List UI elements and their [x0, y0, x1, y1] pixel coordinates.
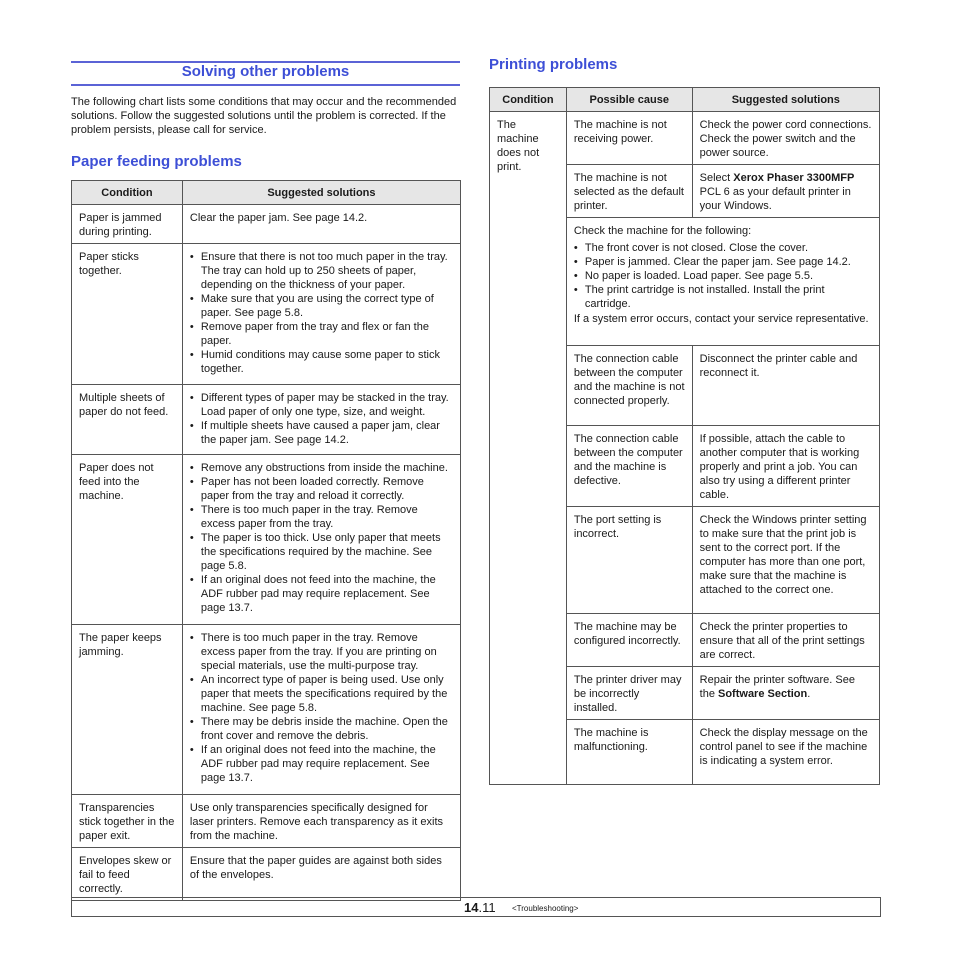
- condition-cell: Paper sticks together.: [72, 244, 183, 385]
- solution-cell: Use only transparencies specifically designed for laser printers. Remove each transparency as it exits from the machine.: [182, 795, 460, 848]
- solution-cell: [182, 625, 460, 795]
- list-item: • If an original does not feed into the machine, the ADF rubber pad may require replacement. See page 13.7.: [190, 743, 453, 785]
- solution-cell: Check the printer properties to ensure that all of the print settings are correct.: [692, 614, 879, 667]
- solution-text: PCL 6 as your default printer in your Windows.: [699, 186, 851, 212]
- table-row: [72, 625, 461, 795]
- solution-cell: [182, 455, 460, 625]
- header-solutions: Suggested solutions: [692, 88, 879, 112]
- header-condition: Condition: [490, 88, 567, 112]
- list-item: • The paper is too thick. Use only paper that meets the specifications required by the machine. See page 5.8.: [190, 531, 453, 573]
- page-footer: [71, 897, 881, 917]
- printing-table: [489, 87, 880, 785]
- product-name: Xerox Phaser 3300MFP: [733, 172, 855, 184]
- solution-cell: [182, 385, 460, 455]
- chapter-label: <Troubleshooting>: [512, 904, 579, 913]
- solution-text: Repair the printer software. See the: [699, 674, 855, 700]
- list-item: • Humid conditions may cause some paper to stick together.: [190, 348, 453, 376]
- paper-feeding-title: Paper feeding problems: [71, 153, 242, 170]
- section-title: Solving other problems: [181, 63, 350, 80]
- list-item: • Different types of paper may be stacked in the tray. Load paper of only one type, size, and weight.: [190, 391, 453, 419]
- list-item: • If multiple sheets have caused a paper jam, clear the paper jam. See page 14.2.: [190, 419, 453, 447]
- list-item: • The front cover is not closed. Close the cover.: [574, 241, 872, 255]
- solution-cell: [692, 667, 879, 720]
- header-solutions: Suggested solutions: [182, 181, 460, 205]
- solution-text: Select: [699, 172, 734, 184]
- cause-cell: The connection cable between the computer and the machine is defective.: [566, 426, 692, 507]
- list-item: • Remove paper from the tray and flex or fan the paper.: [190, 320, 453, 348]
- solution-cell: [182, 244, 460, 385]
- condition-cell: Envelopes skew or fail to feed correctly.: [72, 848, 183, 901]
- condition-cell: The machine does not print.: [490, 112, 567, 785]
- table-row: [72, 205, 461, 244]
- header-cause: Possible cause: [566, 88, 692, 112]
- checklist-cell: [566, 218, 879, 346]
- table-row: [72, 244, 461, 385]
- solution-cell: Check the Windows printer setting to make sure that the print job is sent to the correct port. If the computer has more than one port, make sure that the machine is attached to the correct one.: [692, 507, 879, 614]
- list-item: • Paper is jammed. Clear the paper jam. See page 14.2.: [574, 255, 872, 269]
- solution-cell: Disconnect the printer cable and reconnect it.: [692, 346, 879, 426]
- list-item: • No paper is loaded. Load paper. See page 5.5.: [574, 269, 872, 283]
- page-number-major: 14: [464, 900, 479, 915]
- page-number: [464, 900, 496, 915]
- solution-cell: [692, 165, 879, 218]
- list-item: • The print cartridge is not installed. Install the print cartridge.: [574, 283, 872, 311]
- printing-title: Printing problems: [489, 56, 618, 73]
- table-row: [490, 112, 880, 165]
- table-row: [72, 385, 461, 455]
- software-section-ref: Software Section: [718, 688, 808, 700]
- condition-cell: Transparencies stick together in the paper exit.: [72, 795, 183, 848]
- cause-cell: The printer driver may be incorrectly installed.: [566, 667, 692, 720]
- list-item: • An incorrect type of paper is being used. Use only paper that meets the specifications required by the machine. See page 5.8.: [190, 673, 453, 715]
- cause-cell: The port setting is incorrect.: [566, 507, 692, 614]
- list-item: • Paper has not been loaded correctly. Remove paper from the tray and reload it correctly.: [190, 475, 453, 503]
- table-row: [72, 455, 461, 625]
- solution-cell: If possible, attach the cable to another computer that is working properly and print a job. You can also try using a different printer cable.: [692, 426, 879, 507]
- cause-cell: The machine may be configured incorrectly.: [566, 614, 692, 667]
- solution-cell: Check the display message on the control panel to see if the machine is indicating a system error.: [692, 720, 879, 785]
- checklist-tail: If a system error occurs, contact your service representative.: [573, 313, 869, 325]
- list-item: • Ensure that there is not too much paper in the tray. The tray can hold up to 250 sheets of paper, depending on the thickness of your paper.: [190, 250, 453, 292]
- intro-paragraph: The following chart lists some conditions that may occur and the recommended solutions. Follow the suggested solutions until the problem is corrected. If the problem persists, please call for service.: [71, 96, 457, 136]
- condition-cell: Paper does not feed into the machine.: [72, 455, 183, 625]
- list-item: • There is too much paper in the tray. Remove excess paper from the tray. If you are printing on special materials, use the multi-purpose tray.: [190, 631, 453, 673]
- solution-cell: Ensure that the paper guides are against both sides of the envelopes.: [182, 848, 460, 901]
- condition-cell: Paper is jammed during printing.: [72, 205, 183, 244]
- checklist-lead: Check the machine for the following:: [573, 225, 752, 237]
- solution-cell: Clear the paper jam. See page 14.2.: [182, 205, 460, 244]
- list-item: • Remove any obstructions from inside the machine.: [190, 461, 453, 475]
- cause-cell: The machine is malfunctioning.: [566, 720, 692, 785]
- condition-cell: The paper keeps jamming.: [72, 625, 183, 795]
- list-item: • If an original does not feed into the machine, the ADF rubber pad may require replacement. See page 13.7.: [190, 573, 453, 615]
- table-row: [72, 795, 461, 848]
- cause-cell: The connection cable between the computer and the machine is not connected properly.: [566, 346, 692, 426]
- header-condition: Condition: [72, 181, 183, 205]
- title-rule-bottom: [71, 84, 460, 86]
- condition-cell: Multiple sheets of paper do not feed.: [72, 385, 183, 455]
- cause-cell: The machine is not receiving power.: [566, 112, 692, 165]
- page-number-minor: .11: [478, 900, 496, 915]
- list-item: • There may be debris inside the machine. Open the front cover and remove the debris.: [190, 715, 453, 743]
- cause-cell: The machine is not selected as the default printer.: [566, 165, 692, 218]
- list-item: • There is too much paper in the tray. Remove excess paper from the tray.: [190, 503, 453, 531]
- solution-cell: Check the power cord connections. Check the power switch and the power source.: [692, 112, 879, 165]
- paper-feeding-table: [71, 180, 461, 901]
- solution-text: .: [807, 688, 811, 700]
- table-row: [72, 848, 461, 901]
- list-item: • Make sure that you are using the correct type of paper. See page 5.8.: [190, 292, 453, 320]
